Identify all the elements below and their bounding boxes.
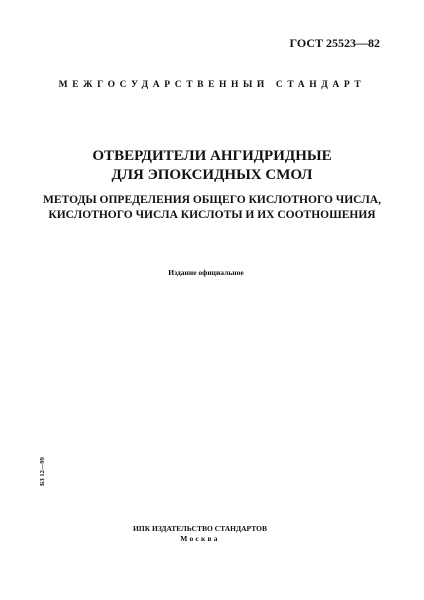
subtitle-line: МЕТОДЫ ОПРЕДЕЛЕНИЯ ОБЩЕГО КИСЛОТНОГО ЧИСЛА, (43, 194, 381, 206)
document-title (20, 147, 404, 185)
subtitle-line: КИСЛОТНОГО ЧИСЛА КИСЛОТЫ И ИХ СООТНОШЕНИЯ (48, 209, 376, 221)
side-code-label: БЗ 12—99 (39, 457, 46, 486)
title-line: ОТВЕРДИТЕЛИ АНГИДРИДНЫЕ (92, 148, 332, 164)
edition-label: Издание официальное (168, 268, 244, 277)
title-line: ДЛЯ ЭПОКСИДНЫХ СМОЛ (111, 167, 313, 183)
standard-code: ГОСТ 25523—82 (289, 36, 380, 50)
document-subtitle (20, 193, 404, 223)
publisher-name: ИПК ИЗДАТЕЛЬСТВО СТАНДАРТОВ (133, 524, 267, 533)
standard-type-heading: МЕЖГОСУДАРСТВЕННЫЙ СТАНДАРТ (58, 80, 366, 90)
publisher-city: Москва (180, 534, 220, 543)
publisher-block (0, 524, 400, 544)
